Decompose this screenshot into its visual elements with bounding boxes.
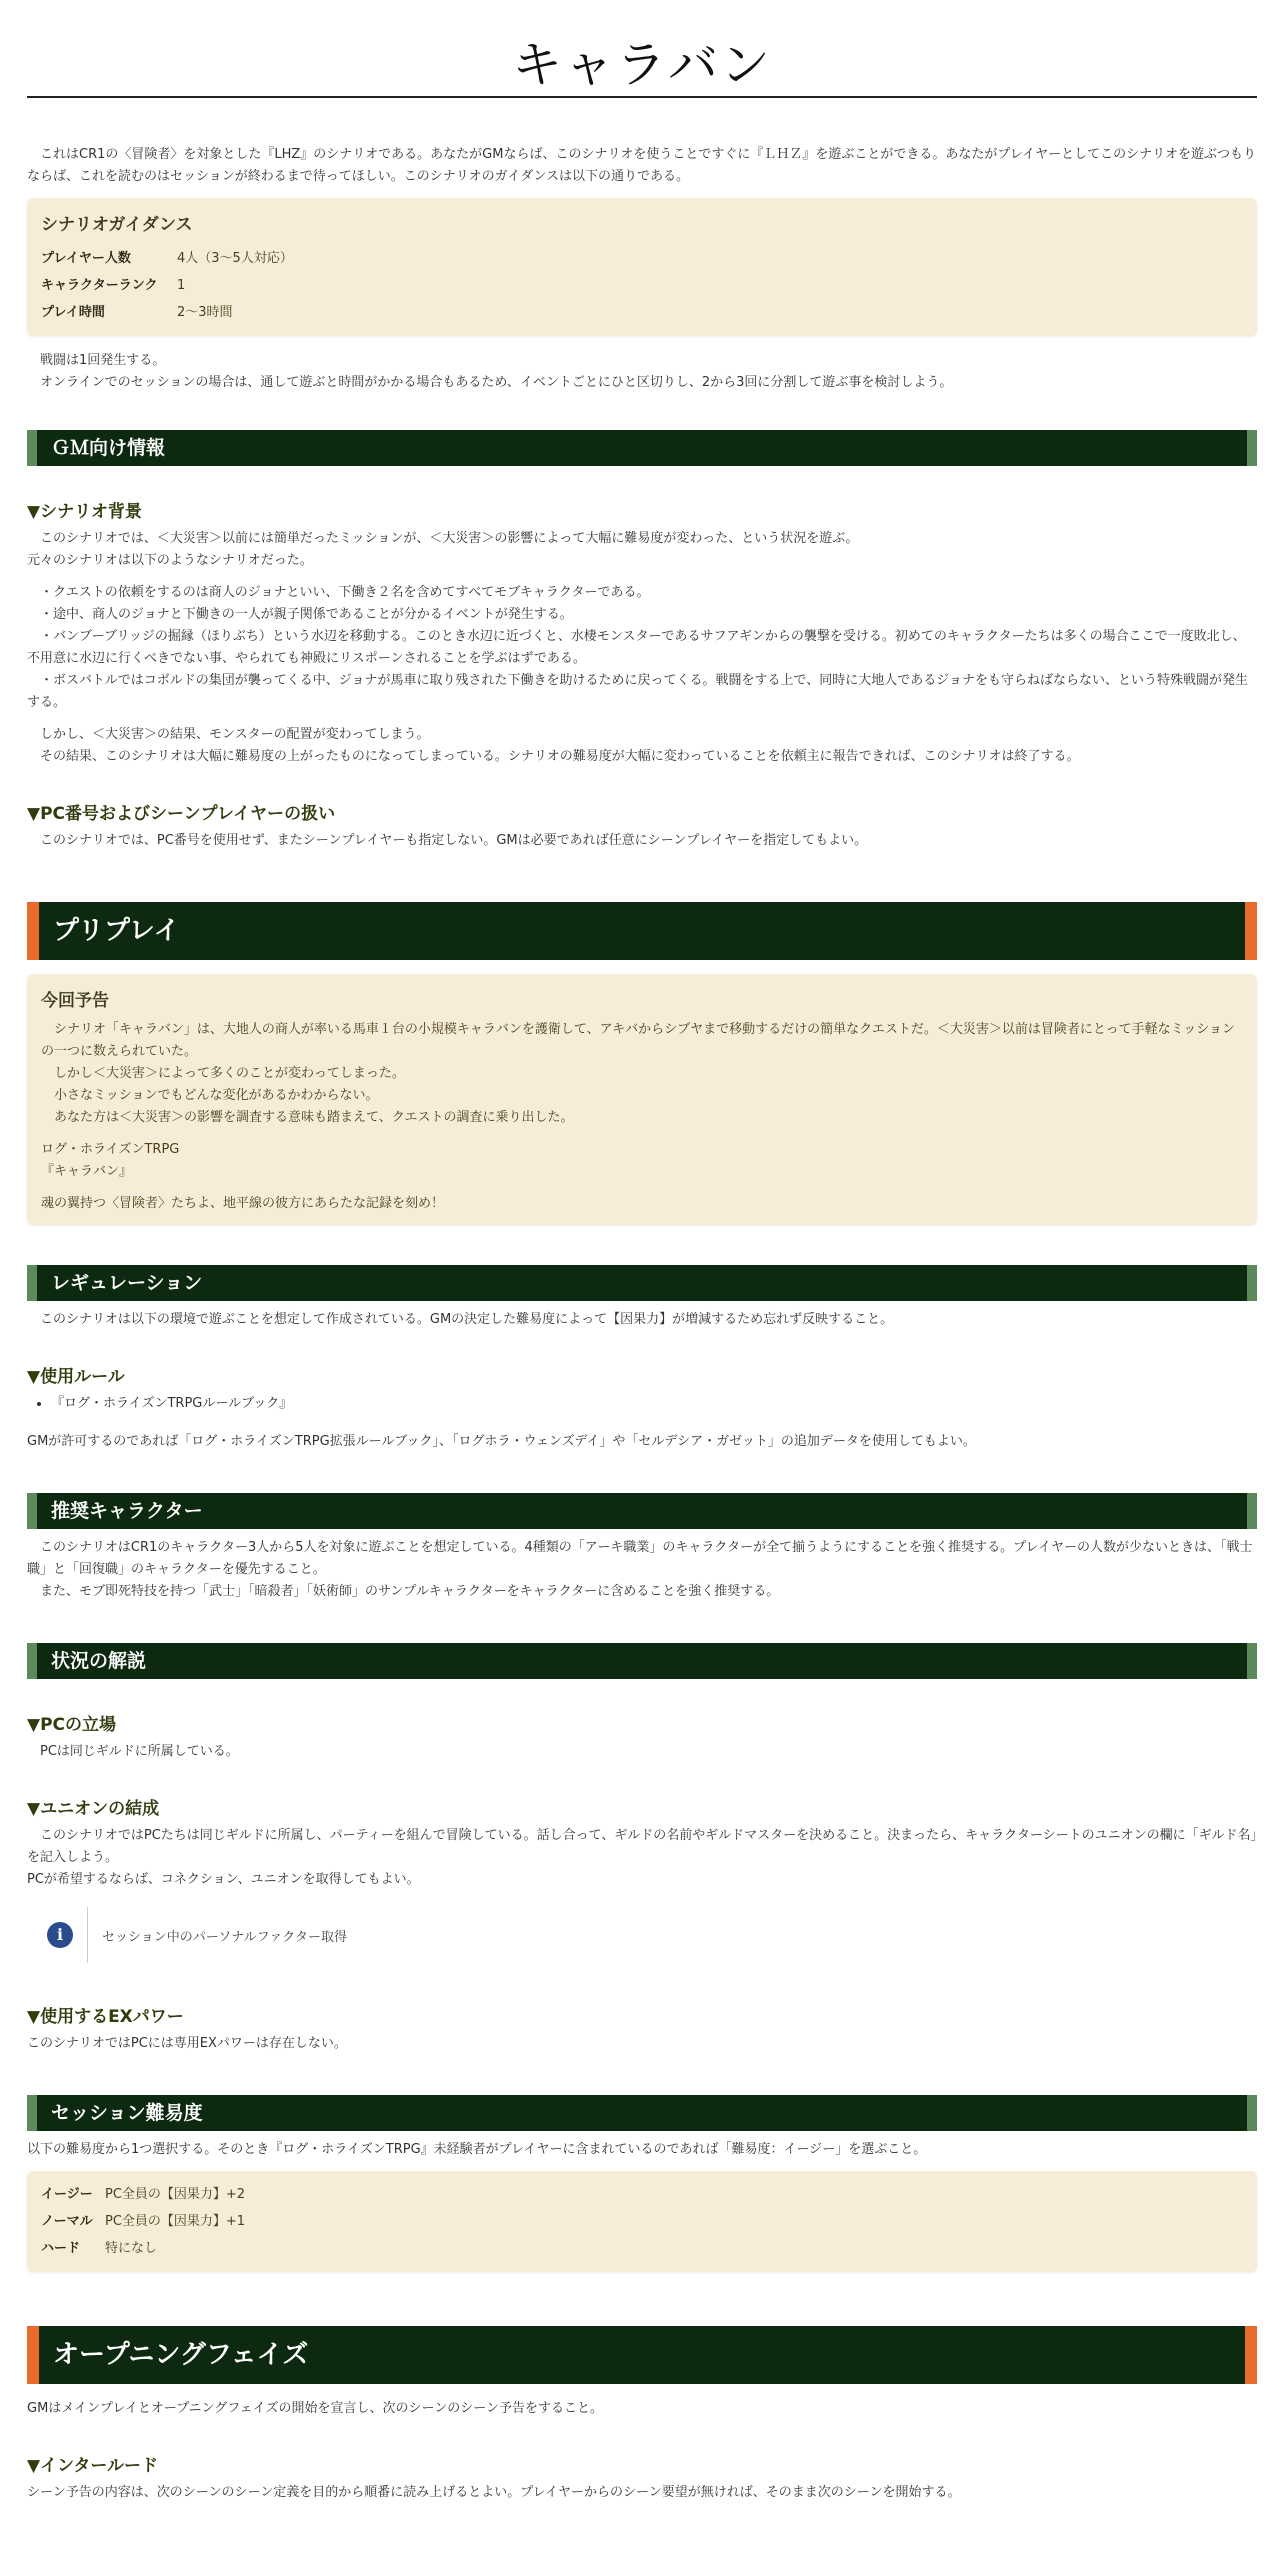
subheading-background: ▼シナリオ背景 xyxy=(27,502,142,522)
series-line: 『キャラバン』 xyxy=(41,1164,133,1179)
guidance-title: シナリオガイダンス xyxy=(41,215,193,235)
difficulty-row xyxy=(41,2208,1243,2235)
subheading-interlude: ▼インタールード xyxy=(27,2456,159,2476)
background-line: このシナリオでは、＜大災害＞以前には簡単だったミッションが、＜大災害＞の影響によって大幅に難易度が変わった、という状況を遊ぶ。 xyxy=(40,531,859,546)
page-title: キャラバン xyxy=(512,36,772,94)
difficulty-key: ハード xyxy=(41,2241,81,2256)
background-bullet: ・ボスバトルではコボルドの集団が襲ってくる中、ジョナが馬車に取り残された下働きを助けるために戻ってくる。戦闘をする上で、同時に大地人であるジョナをも守らねばならない、という特殊戦闘が発生する。 xyxy=(27,673,1248,710)
recommended-line: このシナリオはCR1のキャラクター3人から5人を対象に遊ぶことを想定している。4種類の「アーキ職業」のキャラクターが全て揃うようにすることを強く推奨する。プレイヤーの人数が少ないときは、「戦士職」と「回復職」のキャラクターを優先すること。 xyxy=(27,1540,1253,1577)
guidance-note: オンラインでのセッションの場合は、通して遊ぶと時間がかかる場合もあるため、イベントごとにひと区切りし、2から3回に分割して遊ぶ事を検討しよう。 xyxy=(40,375,953,390)
difficulty-text: 以下の難易度から1つ選択する。そのとき『ログ・ホライズンTRPG』未経験者がプレイヤーに含まれているのであれば「難易度：イージー」を選ぶこと。 xyxy=(27,2142,927,2157)
preview-tagline: 魂の翼持つ〈冒険者〉たちよ、地平線の彼方にあらたな記録を刻め！ xyxy=(41,1196,445,1211)
interlude-text: シーン予告の内容は、次のシーンのシーン定義を目的から順番に読み上げるとよい。プレイヤーからのシーン要望が無ければ、そのまま次のシーンを開始する。 xyxy=(27,2485,961,2500)
guidance-value: 1 xyxy=(177,278,186,293)
subheading-ex-power: ▼使用するEXパワー xyxy=(27,2007,184,2027)
union-line: このシナリオではPCたちは同じギルドに所属し、パーティーを組んで冒険している。話し合って、ギルドの名前やギルドマスターを決めること。決まったら、キャラクターシートのユニオンの欄に「ギルド名」を記入しよう。 xyxy=(27,1828,1257,1865)
guidance-notes xyxy=(27,350,1257,394)
difficulty-value: PC全員の【因果力】+1 xyxy=(105,2214,246,2229)
guidance-row xyxy=(41,272,1243,299)
preview-box xyxy=(27,974,1257,1225)
preview-line: あなた方は＜大災害＞の影響を調査する意味も踏まえて、クエストの調査に乗り出した。 xyxy=(54,1110,574,1125)
rules-note: GMが許可するのであれば「ログ・ホライズンTRPG拡張ルールブック」、「ログホラ・ウェンズデイ」や「セルデシア・ガゼット」の追加データを使用してもよい。 xyxy=(27,1434,976,1449)
regulation-text: このシナリオは以下の環境で遊ぶことを想定して作成されている。GMの決定した難易度によって【因果力】が増減するため忘れず反映すること。 xyxy=(40,1312,894,1327)
section-heading-situation: 状況の解説 xyxy=(27,1643,1257,1679)
preview-line: しかし＜大災害＞によって多くのことが変わってしまった。 xyxy=(54,1066,405,1081)
title-divider xyxy=(27,96,1257,98)
guidance-key: プレイ時間 xyxy=(41,305,105,320)
background-bullet: ・クエストの依頼をするのは商人のジョナといい、下働き２名を含めてすべてモブキャラクターである。 xyxy=(40,585,650,600)
document-page xyxy=(27,0,1257,2504)
guidance-key: プレイヤー人数 xyxy=(41,251,131,266)
background-bullets xyxy=(27,582,1257,714)
info-icon: i xyxy=(47,1922,73,1948)
rules-list xyxy=(27,1393,1257,1415)
preview-title: 今回予告 xyxy=(41,991,109,1011)
guidance-value: 4人（3～5人対応） xyxy=(177,251,293,266)
ex-power-text: このシナリオではPCには専用EXパワーは存在しない。 xyxy=(27,2036,347,2051)
union-text xyxy=(27,1825,1257,1891)
background-after-line: その結果、このシナリオは大幅に難易度の上がったものになってしまっている。シナリオの難易度が大幅に変わっていることを依頼主に報告できれば、このシナリオは終了する。 xyxy=(40,749,1080,764)
section-heading-gm: ＧＭ向け情報 xyxy=(27,430,1257,466)
difficulty-key: イージー xyxy=(41,2187,93,2202)
notice-text: セッション中のパーソナルファクター取得 xyxy=(102,1929,348,1945)
subheading-rules: ▼使用ルール xyxy=(27,1367,125,1387)
background-bullet: ・途中、商人のジョナと下働きの一人が親子関係であることが分かるイベントが発生する。 xyxy=(40,607,573,622)
series-line: ログ・ホライズンTRPG xyxy=(41,1142,180,1157)
section-heading-recommended: 推奨キャラクター xyxy=(27,1493,1257,1529)
background-text xyxy=(27,528,1257,572)
guidance-row xyxy=(41,299,1243,326)
difficulty-box xyxy=(27,2171,1257,2272)
subheading-union: ▼ユニオンの結成 xyxy=(27,1799,160,1819)
guidance-value: 2～3時間 xyxy=(177,305,233,320)
guidance-note: 戦闘は1回発生する。 xyxy=(40,353,166,368)
background-bullet: ・バンブーブリッジの掘縁（ほりぶち）という水辺を移動する。このとき水辺に近づくと、水棲モンスターであるサフアギンからの襲撃を受ける。初めてのキャラクターたちは多くの場合ここで一度敗北し、不用意に水辺に行くべきでない事、やられても神殿にリスポーンされることを学ぶはずである。 xyxy=(27,629,1246,666)
intro-paragraph: これはCR1の〈冒険者〉を対象とした『LHZ』のシナリオである。あなたがGMならば、このシナリオを使うことですぐに『ＬＨＺ』を遊ぶことができる。あなたがプレイヤーとしてこのシナリオを遊ぶつもりならば、これを読むのはセッションが終わるまで待ってほしい。このシナリオのガイダンスは以下の通りである。 xyxy=(27,147,1257,184)
background-line: 元々のシナリオは以下のようなシナリオだった。 xyxy=(27,553,313,568)
recommended-line: また、モブ即死特技を持つ「武士」「暗殺者」「妖術師」のサンプルキャラクターをキャラクターに含めることを強く推奨する。 xyxy=(40,1584,780,1599)
notice-divider xyxy=(87,1907,88,1963)
chapter-heading-opening: オープニングフェイズ xyxy=(27,2326,1257,2384)
chapter-heading-preplay: プリプレイ xyxy=(27,902,1257,960)
background-after xyxy=(27,724,1257,768)
opening-text: GMはメインプレイとオープニングフェイズの開始を宣言し、次のシーンのシーン予告をすること。 xyxy=(27,2401,604,2416)
pc-position-text: PCは同じギルドに所属している。 xyxy=(40,1744,239,1759)
guidance-row xyxy=(41,245,1243,272)
pc-number-text: このシナリオでは、PC番号を使用せず、またシーンプレイヤーも指定しない。GMは必要であれば任意にシーンプレイヤーを指定してもよい。 xyxy=(40,833,868,848)
notice-box xyxy=(27,1905,1257,1965)
guidance-key: キャラクターランク xyxy=(41,278,158,293)
difficulty-row xyxy=(41,2181,1243,2208)
recommended-text xyxy=(27,1537,1257,1603)
difficulty-value: PC全員の【因果力】+2 xyxy=(105,2187,246,2202)
preview-line: 小さなミッションでもどんな変化があるかわからない。 xyxy=(54,1088,379,1103)
difficulty-row xyxy=(41,2235,1243,2262)
section-heading-regulation: レギュレーション xyxy=(27,1265,1257,1301)
section-heading-difficulty: セッション難易度 xyxy=(27,2095,1257,2131)
background-after-line: しかし、＜大災害＞の結果、モンスターの配置が変わってしまう。 xyxy=(40,727,430,742)
difficulty-value: 特になし xyxy=(105,2241,158,2256)
subheading-pc-number: ▼PC番号およびシーンプレイヤーの扱い xyxy=(27,804,336,824)
rules-list-item: • 『ログ・ホライズンTRPGルールブック』 xyxy=(51,1393,1257,1415)
guidance-box xyxy=(27,198,1257,336)
preview-line: シナリオ「キャラバン」は、大地人の商人が率いる馬車１台の小規模キャラバンを護衛して、アキバからシブヤまで移動するだけの簡単なクエストだ。＜大災害＞以前は冒険者にとって手軽なミッションの一つに数えられていた。 xyxy=(41,1022,1236,1059)
subheading-pc-position: ▼PCの立場 xyxy=(27,1715,117,1735)
union-line: PCが希望するならば、コネクション、ユニオンを取得してもよい。 xyxy=(27,1872,420,1887)
difficulty-key: ノーマル xyxy=(41,2214,93,2229)
